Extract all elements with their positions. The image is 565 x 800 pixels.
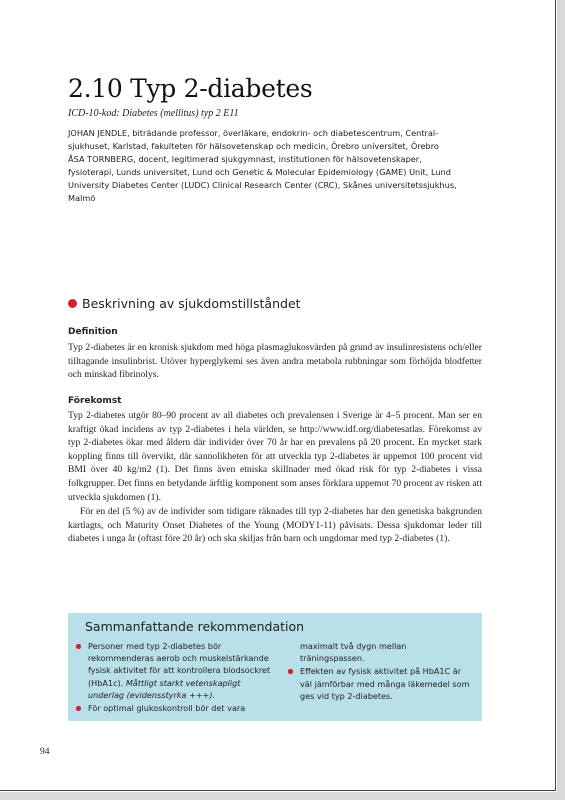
summary-bullet [76, 640, 276, 701]
bullet-dot-icon [68, 299, 77, 308]
prevalence-heading: Förekomst [68, 396, 122, 406]
author-line: ÅSA TORNBERG, docent, legitimerad sjukgymnast, institutionen för hälsovetenskaper, [68, 154, 422, 164]
summary-title: Sammanfattande rekommendation [85, 619, 305, 634]
summary-bullet-text: Personer med typ 2-diabetes bör rekommenderas aerob och muskelstärkande fysisk aktivitet för att kontrollera blodsockret (HbA1c). [88, 641, 271, 688]
summary-column-left [76, 640, 276, 715]
author-line: fysioterapi, Lunds universitet, Lund och Genetic & Molecular Epidemiology (GAME) Unit, Lund [68, 167, 451, 177]
evidence-strength-text: Måttligt starkt vetenskapligt underlag (evidensstyrka +++). [88, 677, 241, 700]
author-line: Malmö [68, 193, 96, 203]
author-line: JOHAN JENDLE, biträdande professor, överläkare, endokrin- och diabetescentrum, Central- [68, 128, 439, 138]
definition-text: Typ 2-diabetes är en kronisk sjukdom med höga plasmaglukosvärden på grund av insulinresistens och/eller tilltagande insulinbrist. Utöver hyperglykemi ses även andra metabola rubbningar som förhöjda blodfetter och minskad fibrinolys. [68, 342, 482, 381]
summary-bullet-text: För optimal glukoskontroll bör det vara [88, 703, 246, 714]
summary-bullet [76, 702, 276, 714]
summary-column-right [288, 640, 470, 703]
summary-bullet [288, 665, 470, 702]
author-list [68, 127, 482, 205]
prevalence-paragraph-2: För en del (5 %) av de individer som tidigare räknades till typ 2-diabetes har den genetiska bakgrunden kartlagts, och Maturity Onset Diabetes of the Young (MODY1-11) påvisats. Dessa sjukdomar leder till diabetes i unga år (oftast före 20 år) och ska skiljas från barn och ungdomar med typ 2-diabetes (1). [68, 506, 482, 545]
summary-box [68, 613, 482, 721]
section-heading [68, 296, 301, 311]
page-number: 94 [40, 747, 50, 757]
summary-continuation: maximalt två dygn mellan träningspassen. [300, 641, 407, 664]
definition-heading: Definition [68, 327, 118, 337]
section-heading-text: Beskrivning av sjukdomstillståndet [82, 296, 301, 311]
icd-code: ICD-10-kod: Diabetes (mellitus) typ 2 E11 [68, 108, 239, 119]
chapter-title: 2.10 Typ 2-diabetes [68, 74, 313, 103]
author-line: University Diabetes Center (LUDC) Clinical Research Center (CRC), Skånes universitetssjukhus, [68, 180, 457, 190]
prevalence-paragraph-1: Typ 2-diabetes utgör 80–90 procent av all diabetes och prevalensen i Sverige är 4–5 procent. Man ser en kraftigt ökad incidens av typ 2-diabetes i hela världen, se http://www.idf.org/diabetesatlas. Förekomst av typ 2-diabetes ökar med åldern där individer över 70 år har en prevalens på 20 procent. En mycket stark koppling finns till övervikt, där sannolikheten för att utveckla typ 2-diabetes är uppemot 100 procent vid BMI över 40 kg/m2 (1). Det finns även etniska skillnader med ökad risk för typ 2-diabetes i vissa folkgrupper. Det finns en betydande ärftlig komponent som anses förklara uppemot 70 procent av risken att utveckla sjukdomen (1). [68, 410, 482, 503]
summary-bullet-text: Effekten av fysisk aktivitet på HbA1C är väl jämförbar med många läkemedel som ges vid typ 2-diabetes. [300, 666, 470, 701]
author-line: sjukhuset, Karlstad, fakulteten för hälsovetenskap och medicin, Örebro universitet, Örebro [68, 141, 439, 151]
